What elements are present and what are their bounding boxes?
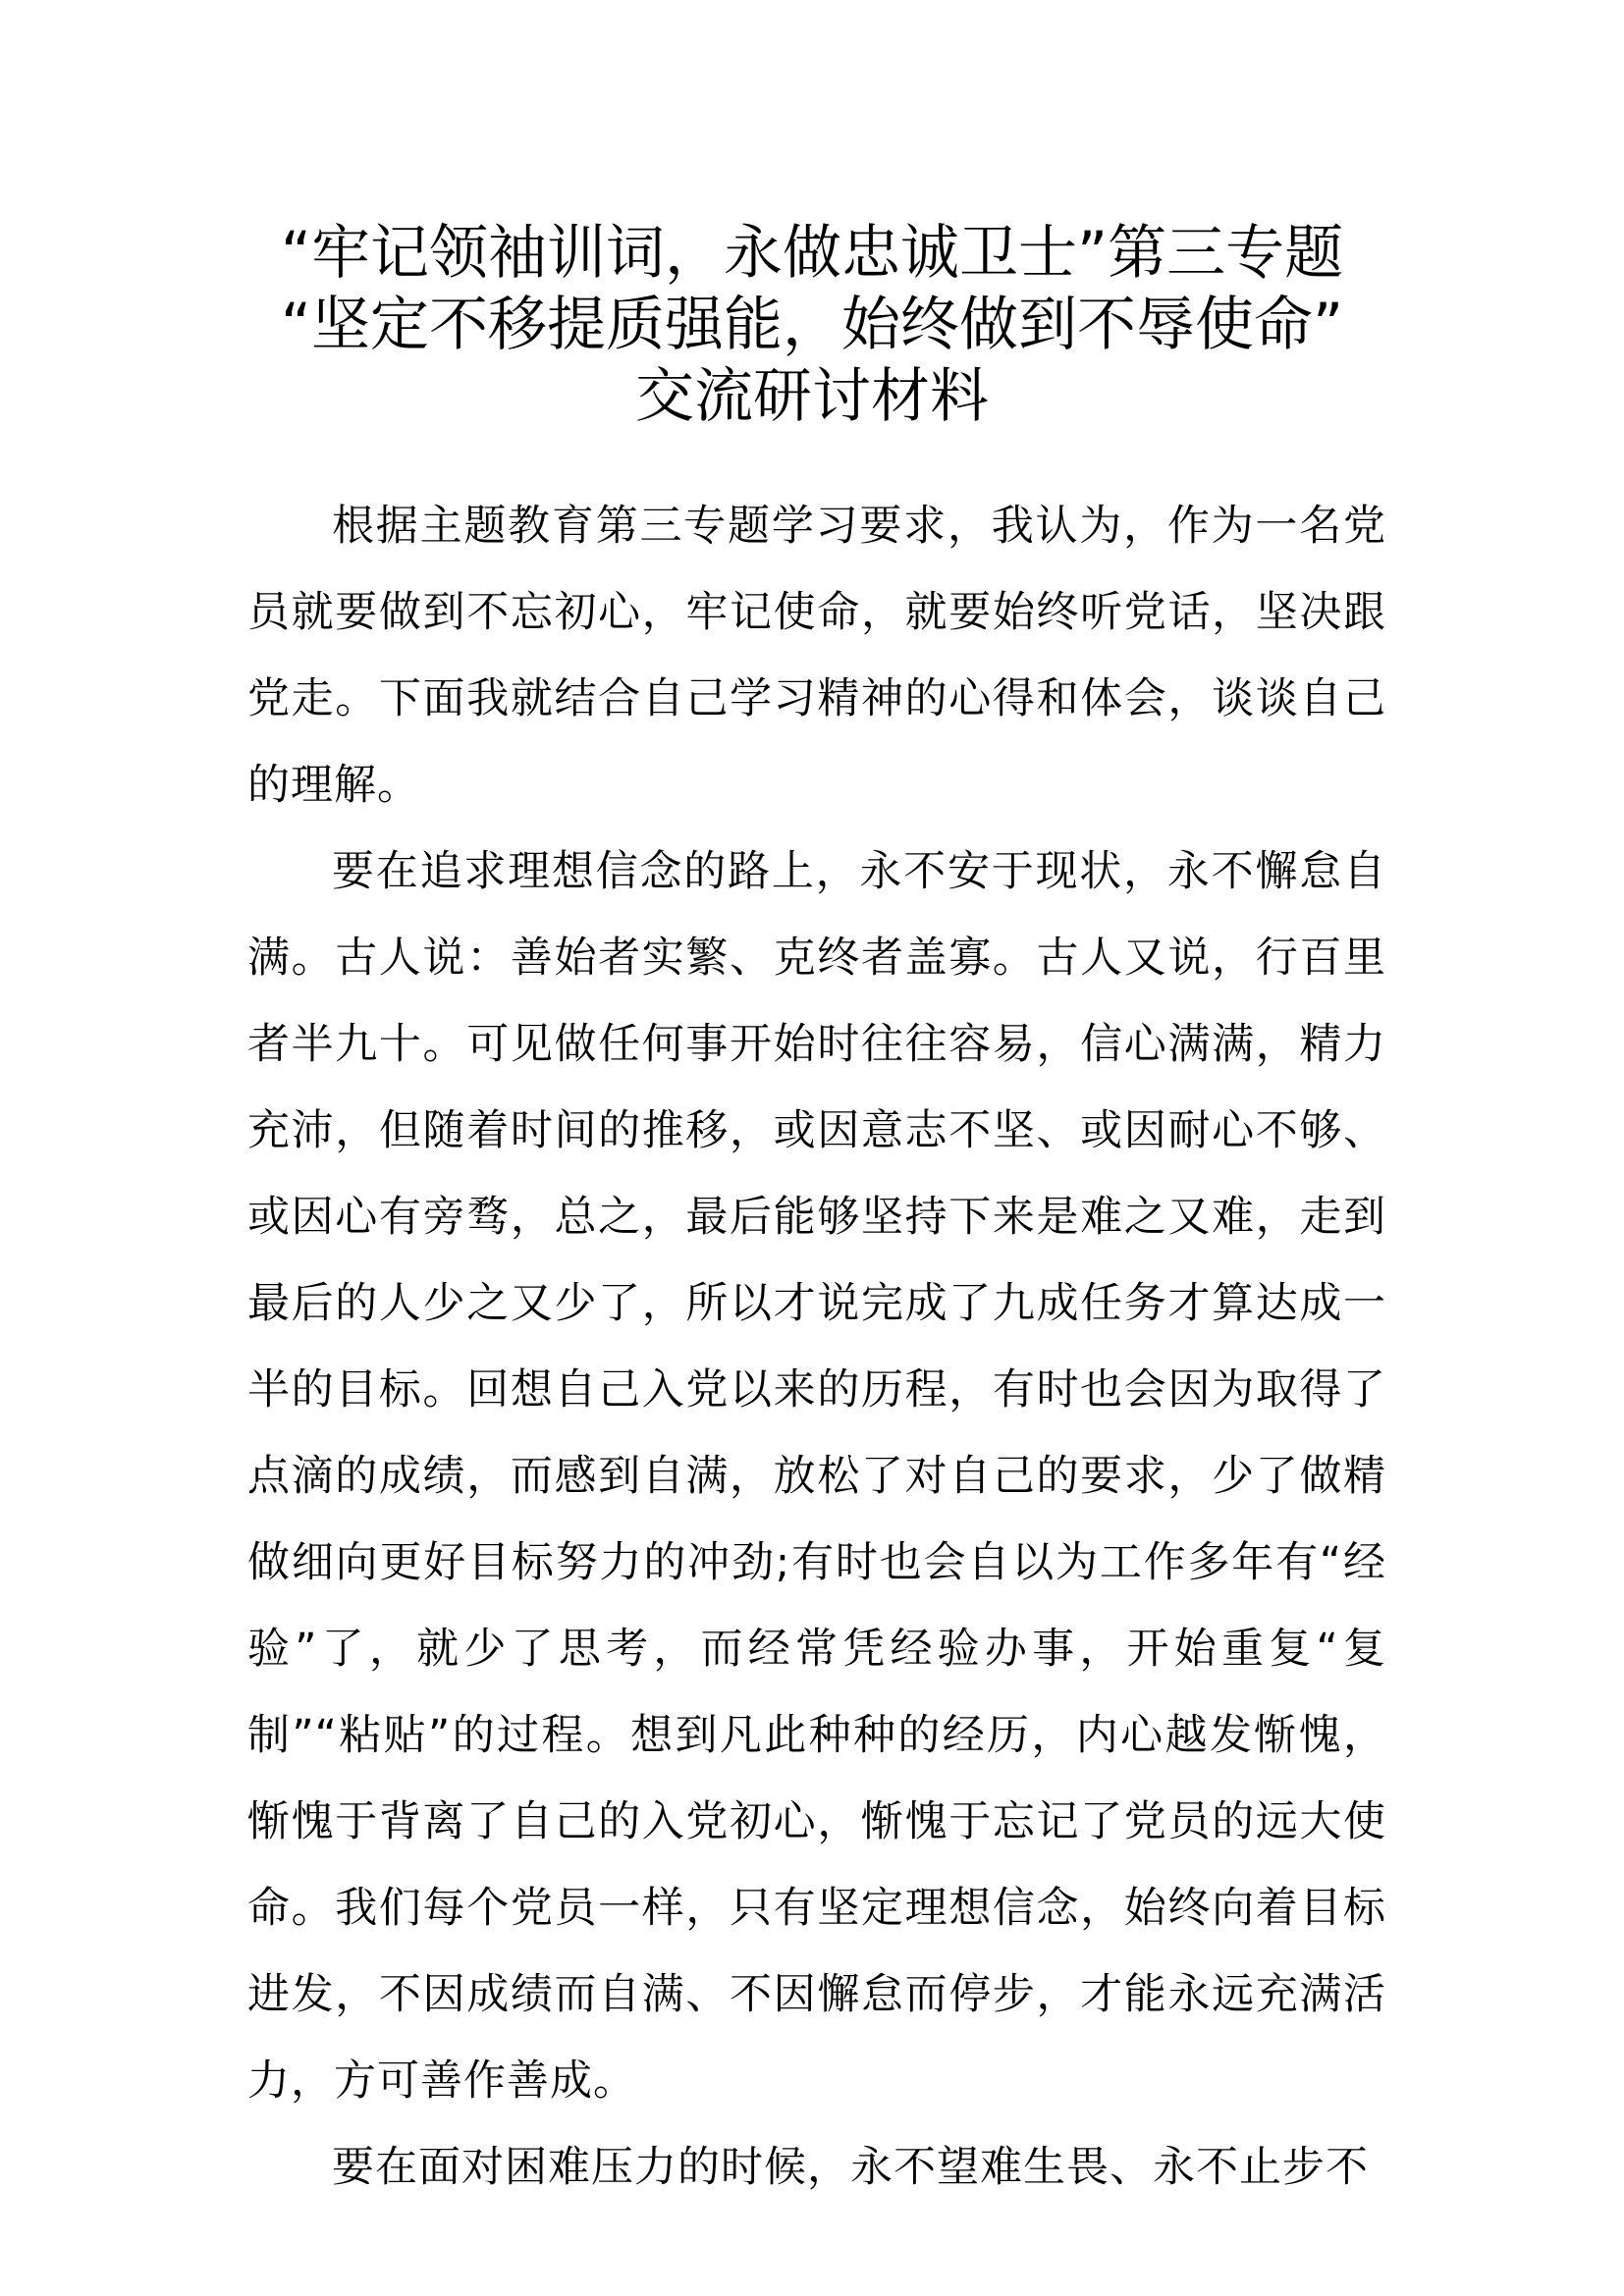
paragraph-1: 根据主题教育第三专题学习要求，我认为，作为一名党员就要做到不忘初心，牢记使命，就要始终听党话，坚决跟党走。下面我就结合自己学习精神的心得和体会，谈谈自己的理解。	[247, 502, 1386, 810]
document-title	[245, 218, 1379, 433]
document-body	[247, 483, 1386, 2211]
title-line-3: 交流研讨材料	[635, 362, 989, 431]
paragraph-2: 要在追求理想信念的路上，永不安于现状，永不懈怠自满。古人说：善始者实繁、克终者盖寡。古人又说，行百里者半九十。可见做任何事开始时往往容易，信心满满，精力充沛，但随着时间的推移，或因意志不坚、或因耐心不够、或因心有旁骛，总之，最后能够坚持下来是难之又难，走到最后的人少之又少了，所以才说完成了九成任务才算达成一半的目标。回想自己入党以来的历程，有时也会因为取得了点滴的成绩，而感到自满，放松了对自己的要求，少了做精做细向更好目标努力的冲劲;有时也会自以为工作多年有“经验”了，就少了思考，而经常凭经验办事，开始重复“复制”“粘贴”的过程。想到凡此种种的经历，内心越发惭愧，惭愧于背离了自己的入党初心，惭愧于忘记了党员的远大使命。我们每个党员一样，只有坚定理想信念，始终向着目标进发，不因成绩而自满、不因懈怠而停步，才能永远充满活力，方可善作善成。	[247, 847, 1386, 2106]
title-line-1: “牢记领袖训词，永做忠诚卫士”第三专题	[280, 219, 1344, 288]
title-line-2: “坚定不移提质强能，始终做到不辱使命”	[280, 291, 1344, 359]
paragraph-3: 要在面对困难压力的时候，永不望难生畏、永不止步不	[332, 2143, 1369, 2192]
